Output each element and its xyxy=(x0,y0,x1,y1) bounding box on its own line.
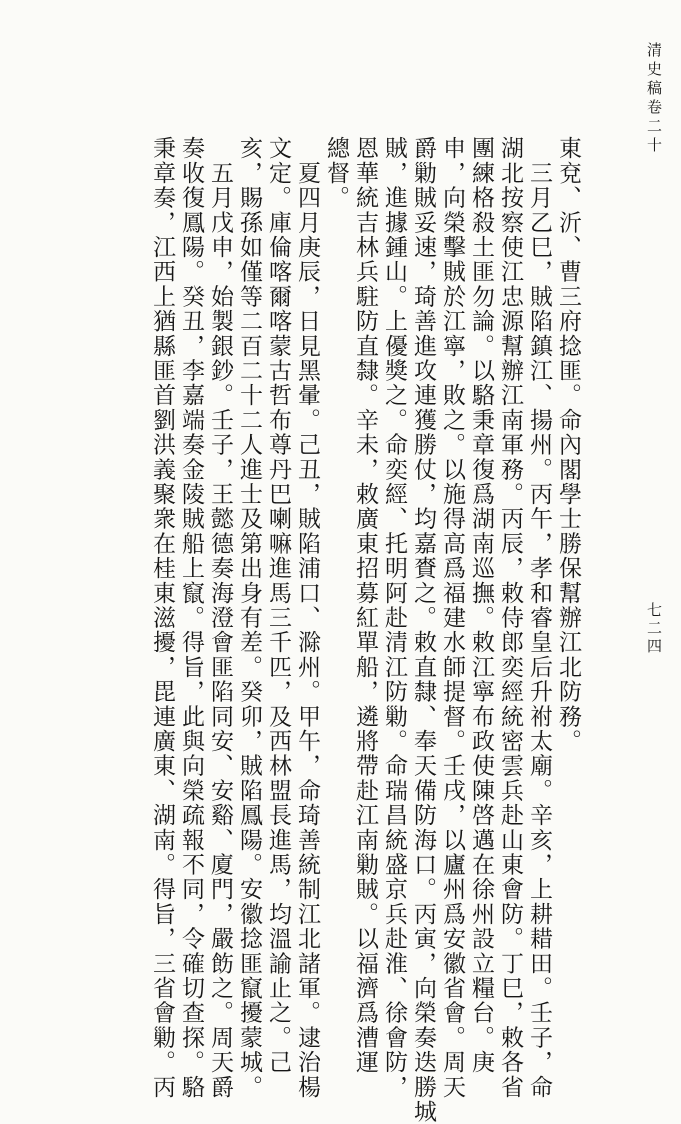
text-column: 恩華統吉林兵駐防直隸。辛未，敕廣東招募紅單船，遴將帶赴江南勦賊。以福濟爲漕運 xyxy=(352,136,378,1075)
text-column: 文定。庫倫喀爾喀蒙古哲布尊丹巴喇嘛進馬三千匹，及西林盟長進馬，均溫諭止之。己 xyxy=(265,136,291,1075)
text-column: 夏四月庚辰，日見黑暈。己丑，賊陷浦口、滁州。甲午，命琦善統制江北諸軍。逮治楊 xyxy=(294,136,320,1100)
text-column: 申，向榮擊賊於江寧，敗之。以施得高爲福建水師提督。壬戌，以廬州爲安徽省會。周天 xyxy=(439,136,465,1100)
text-column: 湖北按察使江忠源幫辦江南軍務。丙辰，敕侍郎奕經統密雲兵赴山東會防。丁巳，敕各省 xyxy=(497,136,523,1100)
text-column: 團練格殺土匪勿論。以駱秉章復爲湖南巡撫。敕江寧布政使陳啓邁在徐州設立糧台。庚 xyxy=(468,136,494,1075)
text-column: 總督。 xyxy=(323,136,349,211)
text-column: 奏收復鳳陽。癸丑，李嘉端奏金陵賊船上竄。得旨，此與向榮疏報不同，令確切查探。駱 xyxy=(178,136,204,1100)
text-column: 賊，進據鍾山。上優獎之。命奕經、托明阿赴清江防勦。命瑞昌統盛京兵赴淮、徐會防， xyxy=(381,136,407,1100)
text-column: 亥，賜孫如僅等二百二十二人進士及第出身有差。癸卯，賊陷鳳陽。安徽捻匪竄擾蒙城。 xyxy=(236,136,262,1100)
text-column: 爵勦賊妥速，琦善進攻連獲勝仗，均嘉賚之。敕直隸、奉天備防海口。丙寅，向榮奏迭勝城 xyxy=(410,136,436,1124)
text-column: 五月戊申，始製銀鈔。壬子，王懿德奏海澄會匪陷同安、安谿、廈門，嚴飭之。周天爵 xyxy=(207,136,233,1100)
text-column: 東兗、沂、曹三府捻匪。命內閣學士勝保幫辦江北防務。 xyxy=(555,136,581,754)
page-number: 七二四 xyxy=(645,602,663,656)
text-column: 三月乙巳，賊陷鎮江、揚州。丙午，孝和睿皇后升祔太廟。辛亥，上耕耤田。壬子，命 xyxy=(526,136,552,1100)
text-column: 秉章奏，江西上猶縣匪首劉洪義聚衆在桂東滋擾，毘連廣東、湖南。得旨，三省會勦。丙 xyxy=(149,136,175,1100)
running-header-title: 清史稿卷二十 xyxy=(645,42,663,156)
